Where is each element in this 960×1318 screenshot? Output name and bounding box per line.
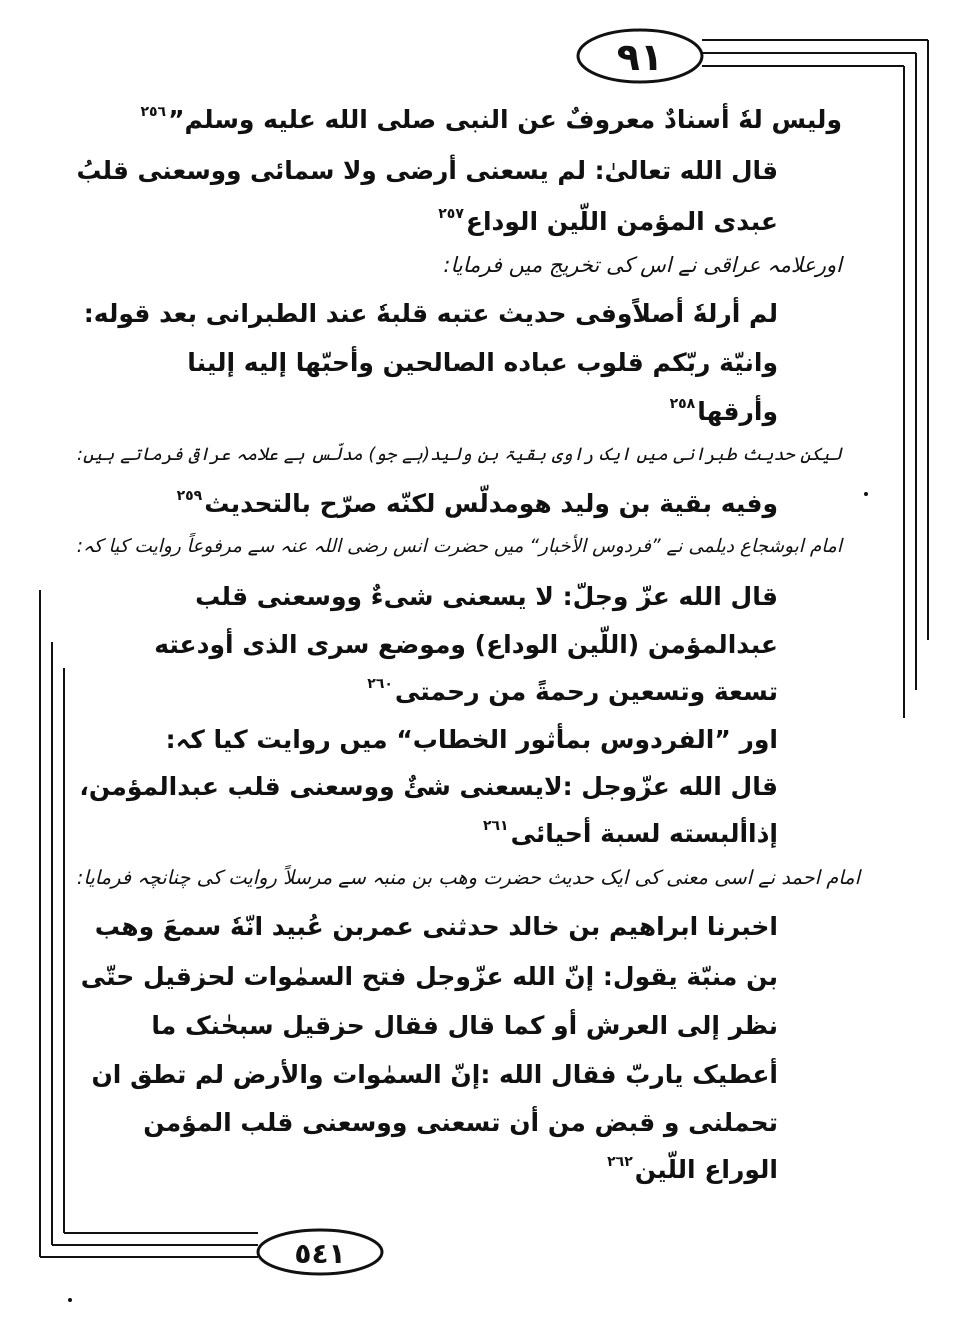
page-number-bottom: ٥٤١ xyxy=(294,1237,346,1270)
text-line: وفیه بقیة بن ولید هومدلّس لکنّه صرّح بالتحدیث$^{٢٥٩}$ xyxy=(176,488,778,518)
text-line: بن منبّة یقول: إنّ الله عزّوجل فتح السمٰوات لحزقیل حتّی xyxy=(80,962,778,991)
text-line: الوراع اللّین$^{٢٦٢}$ xyxy=(607,1154,778,1184)
footnote-marker: ٢٥٦ xyxy=(140,104,167,120)
text-line: امام احمد نے اسی معنی کی ایک حدیث حضرت وهب بن منبہ سے مرسلاً روایت کی چنانچہ فرمایا: xyxy=(76,866,860,889)
text-line: اورعلامہ عراقی نے اس کی تخریج میں فرمایا: xyxy=(443,253,842,277)
text-line: أعطیک یاربّ فقال الله :إنّ السمٰوات والأرض لم تطق ان xyxy=(91,1060,778,1089)
text-line: قال الله عزّوجل :لایسعنی شئٌ ووسعنی قلب عبدالمؤمن، xyxy=(79,772,778,801)
text-line: تحملنی و قبض من أن تسعنی ووسعنی قلب المؤمن xyxy=(143,1108,778,1137)
text-line: قال الله عزّ وجلّ: لا یسعنی شیءٌ ووسعنی قلب xyxy=(195,582,778,611)
text-line: تسعة وتسعین رحمةً من رحمتی$^{٢٦٠}$ xyxy=(367,676,778,706)
footnote-marker: ٢٥٩ xyxy=(176,488,203,504)
text-line: عبدی المؤمن اللّین الوداع$^{٢٥٧}$ xyxy=(438,206,778,236)
text-line: عبدالمؤمن (اللّین الوداع) وموضع سری الذی أودعته xyxy=(154,630,778,659)
text-line: وأرقها$^{٢٥٨}$ xyxy=(669,396,778,426)
text-line: لم أرلهٗ أصلاًوفی حدیث عتبه قلبهٗ عند الطبرانی بعد قوله: xyxy=(83,299,778,328)
text-line: لیکن حدیث طبرانی میں ایک راوی بقیۃ بن ولید(ہے جو) مدلّس ہے علامہ عراقی فرماتے ہیں: xyxy=(76,444,842,465)
footnote-marker: ٢٥٨ xyxy=(669,396,696,412)
text-line: اور ”الفردوس بمأثور الخطاب“ میں روایت کیا کہ: xyxy=(165,725,778,754)
footnote-marker: ٢٦١ xyxy=(482,818,509,834)
footnote-marker: ٢٦٢ xyxy=(607,1154,633,1170)
footnote-marker: ٢٥٧ xyxy=(438,206,464,222)
text-line: وانیّة ربّکم قلوب عباده الصالحین وأحبّها إلیه إلینا xyxy=(187,348,778,377)
text-line: اخبرنا ابراهیم بن خالد حدثنی عمربن عُبید انّهٗ سمعَ وهب xyxy=(94,912,778,941)
page-number-top: ٩١ xyxy=(616,35,664,79)
text-line: نظر إلی العرش أو کما قال فقال حزقیل سبحٰنک ما xyxy=(151,1011,778,1040)
text-line: امام ابوشجاع دیلمی نے ”فردوس الأخبار“ میں حضرت انس رضی اللہ عنہ سے مرفوعاً روایت کیا کہ: xyxy=(76,536,842,557)
text-line: وليس لهٗ أسنادٌ معروفٌ عن النبی صلی الله علیه وسلم”$^{٢٥٦}$ xyxy=(140,104,842,134)
text-line: إذاألبسته لسبة أحیائی$^{٢٦١}$ xyxy=(482,818,778,848)
text-line: قال الله تعالیٰ: لم یسعنی أرضی ولا سمائی ووسعنی قلبُ xyxy=(76,156,778,185)
footnote-marker: ٢٦٠ xyxy=(367,676,393,692)
